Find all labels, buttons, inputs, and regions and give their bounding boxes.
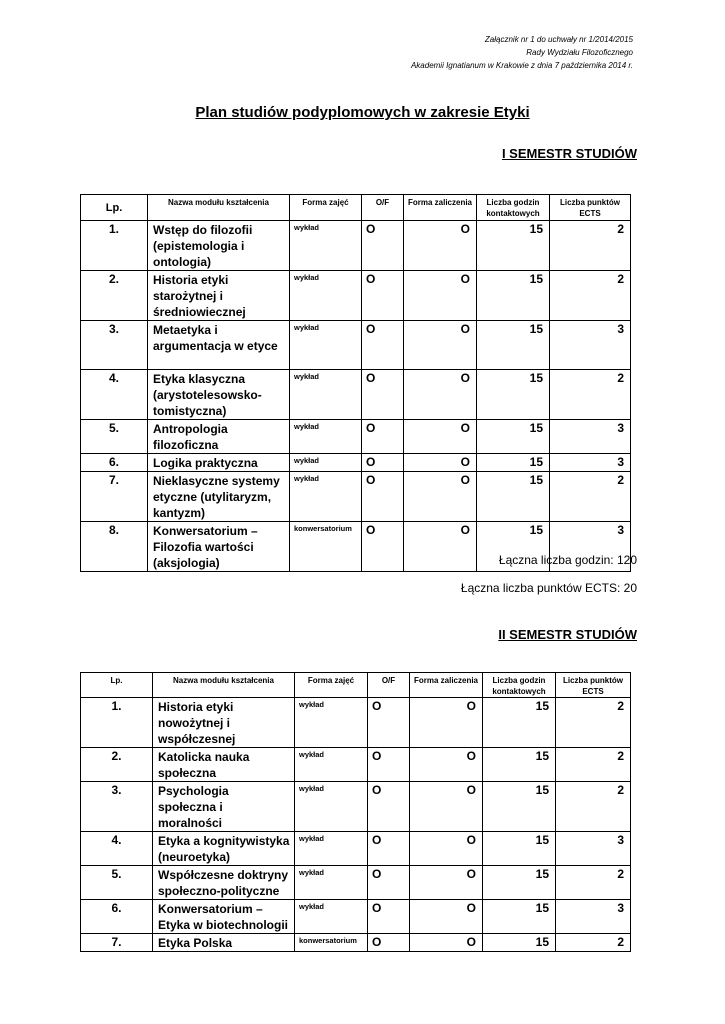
- col-header-hours: Liczba godzin kontaktowych: [483, 673, 556, 698]
- table-row: [81, 832, 631, 866]
- of-value: O: [368, 748, 410, 782]
- of-value: O: [362, 321, 404, 370]
- table-header-row: [81, 673, 631, 698]
- row-number: 4.: [81, 832, 153, 866]
- of-value: O: [368, 866, 410, 900]
- completion-form: O: [410, 782, 483, 832]
- of-value: O: [362, 522, 404, 572]
- table-row: [81, 698, 631, 748]
- completion-form: O: [404, 321, 477, 370]
- of-value: O: [368, 934, 410, 952]
- row-number: 7.: [81, 472, 148, 522]
- col-header-zaliczenia: Forma zaliczenia: [410, 673, 483, 698]
- col-header-forma: Forma zajęć: [295, 673, 368, 698]
- ects-points: 2: [556, 782, 631, 832]
- ects-points: 2: [556, 748, 631, 782]
- module-name: Współczesne doktryny społeczno-polityczne: [153, 866, 295, 900]
- completion-form: O: [410, 748, 483, 782]
- module-name: Psychologia społeczna i moralności: [153, 782, 295, 832]
- completion-form: O: [404, 454, 477, 472]
- class-form: wykład: [295, 698, 368, 748]
- page-title: Plan studiów podyplomowych w zakresie Etyki: [195, 104, 530, 121]
- semester-2-table: [80, 672, 631, 952]
- col-header-of: O/F: [362, 195, 404, 221]
- module-name: Etyka a kognitywistyka (neuroetyka): [153, 832, 295, 866]
- completion-form: O: [410, 832, 483, 866]
- row-number: 1.: [81, 698, 153, 748]
- contact-hours: 15: [477, 370, 550, 420]
- class-form: wykład: [295, 866, 368, 900]
- module-name: Antropologia filozoficzna: [148, 420, 290, 454]
- class-form: konwersatorium: [295, 934, 368, 952]
- of-value: O: [362, 271, 404, 321]
- table-row: [81, 900, 631, 934]
- completion-form: O: [404, 472, 477, 522]
- total-ects: Łączna liczba punktów ECTS: 20: [460, 581, 637, 595]
- completion-form: O: [410, 698, 483, 748]
- col-header-name: Nazwa modułu kształcenia: [153, 673, 295, 698]
- ects-points: 2: [556, 934, 631, 952]
- row-number: 1.: [81, 221, 148, 271]
- header-line-1: Załącznik nr 1 do uchwały nr 1/2014/2015: [484, 35, 633, 44]
- ects-points: 3: [550, 522, 631, 572]
- of-value: O: [368, 900, 410, 934]
- module-name: Etyka Polska: [153, 934, 295, 952]
- class-form: wykład: [295, 782, 368, 832]
- class-form: konwersatorium: [290, 522, 362, 572]
- attachment-header: [411, 33, 633, 72]
- of-value: O: [362, 221, 404, 271]
- table-row: [81, 866, 631, 900]
- contact-hours: 15: [477, 420, 550, 454]
- semester-1-table: [80, 194, 631, 572]
- completion-form: O: [404, 271, 477, 321]
- row-number: 7.: [81, 934, 153, 952]
- class-form: wykład: [290, 271, 362, 321]
- class-form: wykład: [290, 420, 362, 454]
- of-value: O: [362, 454, 404, 472]
- ects-points: 3: [550, 454, 631, 472]
- completion-form: O: [404, 522, 477, 572]
- of-value: O: [362, 420, 404, 454]
- total-hours: Łączna liczba godzin: 120: [498, 553, 637, 567]
- completion-form: O: [410, 934, 483, 952]
- semester-2-heading: II SEMESTR STUDIÓW: [498, 627, 637, 642]
- contact-hours: 15: [477, 472, 550, 522]
- class-form: wykład: [295, 832, 368, 866]
- contact-hours: 15: [483, 782, 556, 832]
- table-row: [81, 782, 631, 832]
- class-form: wykład: [295, 748, 368, 782]
- ects-points: 2: [550, 221, 631, 271]
- row-number: 6.: [81, 454, 148, 472]
- contact-hours: 15: [477, 271, 550, 321]
- module-name: Wstęp do filozofii (epistemologia i ontologia): [148, 221, 290, 271]
- col-header-name: Nazwa modułu kształcenia: [148, 195, 290, 221]
- module-name: Konwersatorium – Etyka w biotechnologii: [153, 900, 295, 934]
- ects-points: 3: [550, 321, 631, 370]
- header-line-2: Rady Wydziału Filozoficznego: [526, 48, 633, 57]
- of-value: O: [362, 370, 404, 420]
- ects-points: 2: [550, 271, 631, 321]
- ects-points: 2: [550, 472, 631, 522]
- table-row: [81, 271, 631, 321]
- row-number: 2.: [81, 271, 148, 321]
- table-row: [81, 221, 631, 271]
- contact-hours: 15: [477, 522, 550, 572]
- semester-1-heading: I SEMESTR STUDIÓW: [501, 146, 637, 161]
- completion-form: O: [404, 221, 477, 271]
- ects-points: 3: [550, 420, 631, 454]
- table-row: [81, 420, 631, 454]
- table-row: [81, 370, 631, 420]
- module-name: Konwersatorium – Filozofia wartości (aksjologia): [148, 522, 290, 572]
- completion-form: O: [404, 420, 477, 454]
- col-header-ects: Liczba punktów ECTS: [550, 195, 631, 221]
- row-number: 3.: [81, 321, 148, 370]
- contact-hours: 15: [477, 454, 550, 472]
- header-line-3: Akademii Ignatianum w Krakowie z dnia 7 października 2014 r.: [410, 61, 633, 70]
- row-number: 6.: [81, 900, 153, 934]
- contact-hours: 15: [483, 698, 556, 748]
- of-value: O: [368, 832, 410, 866]
- row-number: 8.: [81, 522, 148, 572]
- table-row: [81, 454, 631, 472]
- ects-points: 2: [556, 866, 631, 900]
- col-header-forma: Forma zajęć: [290, 195, 362, 221]
- table-header-row: [81, 195, 631, 221]
- class-form: wykład: [295, 900, 368, 934]
- row-number: 3.: [81, 782, 153, 832]
- col-header-zaliczenia: Forma zaliczenia: [404, 195, 477, 221]
- class-form: wykład: [290, 472, 362, 522]
- of-value: O: [368, 782, 410, 832]
- row-number: 2.: [81, 748, 153, 782]
- contact-hours: 15: [483, 866, 556, 900]
- row-number: 5.: [81, 420, 148, 454]
- ects-points: 3: [556, 832, 631, 866]
- module-name: Katolicka nauka społeczna: [153, 748, 295, 782]
- contact-hours: 15: [483, 934, 556, 952]
- contact-hours: 15: [477, 221, 550, 271]
- col-header-ects: Liczba punktów ECTS: [556, 673, 631, 698]
- ects-points: 3: [556, 900, 631, 934]
- module-name: Etyka klasyczna (arystotelesowsko-tomistyczna): [148, 370, 290, 420]
- class-form: wykład: [290, 454, 362, 472]
- module-name: Logika praktyczna: [148, 454, 290, 472]
- module-name: Nieklasyczne systemy etyczne (utylitaryzm, kantyzm): [148, 472, 290, 522]
- contact-hours: 15: [483, 832, 556, 866]
- class-form: wykład: [290, 221, 362, 271]
- completion-form: O: [410, 900, 483, 934]
- module-name: Metaetyka i argumentacja w etyce: [148, 321, 290, 370]
- col-header-hours: Liczba godzin kontaktowych: [477, 195, 550, 221]
- contact-hours: 15: [483, 900, 556, 934]
- col-header-lp: Lp.: [81, 195, 148, 221]
- row-number: 4.: [81, 370, 148, 420]
- row-number: 5.: [81, 866, 153, 900]
- table-row: [81, 748, 631, 782]
- table-row: [81, 472, 631, 522]
- contact-hours: 15: [483, 748, 556, 782]
- col-header-lp: Lp.: [81, 673, 153, 698]
- table-row: [81, 321, 631, 370]
- class-form: wykład: [290, 321, 362, 370]
- of-value: O: [362, 472, 404, 522]
- contact-hours: 15: [477, 321, 550, 370]
- of-value: O: [368, 698, 410, 748]
- class-form: wykład: [290, 370, 362, 420]
- completion-form: O: [410, 866, 483, 900]
- completion-form: O: [404, 370, 477, 420]
- col-header-of: O/F: [368, 673, 410, 698]
- module-name: Historia etyki nowożytnej i współczesnej: [153, 698, 295, 748]
- ects-points: 2: [556, 698, 631, 748]
- module-name: Historia etyki starożytnej i średniowiecznej: [148, 271, 290, 321]
- table-row: [81, 934, 631, 952]
- ects-points: 2: [550, 370, 631, 420]
